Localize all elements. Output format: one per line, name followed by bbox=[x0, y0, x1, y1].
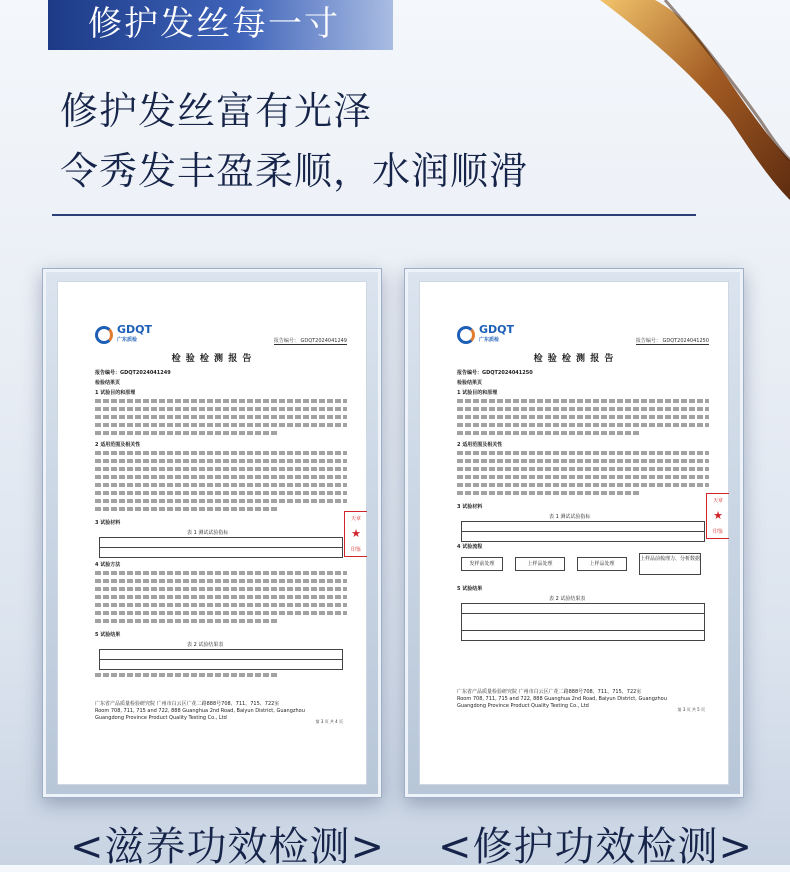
text-line bbox=[95, 499, 347, 503]
report-title: 检 验 检 测 报 告 bbox=[533, 354, 615, 364]
text-line bbox=[95, 423, 347, 427]
text-line bbox=[95, 611, 347, 615]
section-4-heading: 4 试验方法 bbox=[95, 562, 121, 568]
divider bbox=[52, 214, 696, 216]
report-number-header: 报告编号： GDQT2024041250 bbox=[635, 338, 709, 344]
text-line bbox=[95, 399, 347, 403]
table-2 bbox=[99, 649, 343, 670]
report-paper-right bbox=[419, 281, 729, 785]
banner-text: 修护发丝每一寸 bbox=[88, 4, 340, 44]
stamp-text-bottom: 印鉴 bbox=[350, 547, 361, 554]
result-page-label: 检验结果页 bbox=[95, 380, 121, 386]
page-number: 第 3 页 共 5 页 bbox=[677, 707, 705, 712]
text-line bbox=[95, 475, 347, 479]
text-line bbox=[457, 483, 709, 487]
table-2-caption: 表 2 试验结果表 bbox=[549, 596, 586, 602]
official-stamp bbox=[706, 493, 729, 539]
text-line bbox=[95, 579, 347, 583]
caption-nourishing-test: <滋养功效检测> bbox=[70, 824, 386, 870]
report-number-label: 报告编号：GDQT2024041250 bbox=[457, 370, 533, 376]
footer-line-2: Room 708, 711, 715 and 722, 888 Guanghua 2nd Road, Baiyun District, Guangzhou bbox=[95, 708, 305, 714]
gdqt-logo-icon bbox=[457, 326, 475, 344]
section-1-heading: 1 试验目的和原理 bbox=[457, 390, 498, 396]
text-line bbox=[457, 423, 709, 427]
section-5-heading: 5 试验结果 bbox=[95, 632, 121, 638]
text-line bbox=[95, 619, 277, 623]
table-2 bbox=[461, 603, 705, 641]
table-row bbox=[462, 522, 704, 532]
text-line bbox=[457, 467, 709, 471]
text-line bbox=[95, 459, 347, 463]
table-row bbox=[462, 631, 704, 640]
page-number: 第 3 页 共 4 页 bbox=[315, 719, 343, 724]
text-line bbox=[95, 587, 347, 591]
text-line bbox=[457, 459, 709, 463]
section-3-heading: 3 试验材料 bbox=[457, 504, 483, 510]
text-line bbox=[95, 571, 347, 575]
logo-subtext: 广东质检 bbox=[479, 337, 500, 343]
report-frame-right bbox=[404, 268, 744, 798]
section-5-heading: 5 试验结果 bbox=[457, 586, 483, 592]
text-line bbox=[95, 415, 347, 419]
stamp-text-bottom: 印鉴 bbox=[712, 529, 723, 536]
footer-line-3: Guangdong Province Product Quality Testing Co., Ltd bbox=[95, 715, 227, 721]
footer-line-1: 广东省产品质量检验研究院 广州市白云区广花二路888号708、711、715、722室 bbox=[457, 689, 642, 695]
table-row bbox=[462, 532, 704, 541]
text-line bbox=[457, 399, 709, 403]
top-banner bbox=[48, 0, 393, 50]
text-line bbox=[457, 451, 709, 455]
table-row bbox=[100, 538, 342, 548]
table-2-caption: 表 2 试验结果表 bbox=[187, 642, 224, 648]
text-line bbox=[95, 491, 347, 495]
stamp-text-top: 天章 bbox=[350, 515, 361, 522]
text-line bbox=[457, 415, 709, 419]
logo-subtext: 广东质检 bbox=[117, 337, 138, 343]
text-line bbox=[457, 431, 639, 435]
text-line bbox=[95, 507, 277, 511]
flow-step-3: 上样品处理 bbox=[577, 557, 627, 571]
text-line bbox=[95, 673, 277, 677]
caption-repair-test: <修护功效检测> bbox=[438, 824, 754, 870]
table-row bbox=[462, 614, 704, 631]
table-1-caption: 表 1 测试试验指标 bbox=[549, 514, 591, 520]
footer-line-3: Guangdong Province Product Quality Testing Co., Ltd bbox=[457, 703, 589, 709]
text-line bbox=[95, 603, 347, 607]
official-stamp bbox=[344, 511, 367, 557]
gdqt-logo-icon bbox=[95, 326, 113, 344]
report-frame-left bbox=[42, 268, 382, 798]
table-1 bbox=[461, 521, 705, 542]
table-row bbox=[100, 548, 342, 557]
footer-line-2: Room 708, 711, 715 and 722, 888 Guanghua 2nd Road, Baiyun District, Guangzhou bbox=[457, 696, 667, 702]
text-line bbox=[457, 491, 639, 495]
text-line bbox=[95, 431, 277, 435]
logo-text: GDQT bbox=[479, 323, 515, 336]
star-icon: ★ bbox=[713, 509, 723, 523]
table-row bbox=[100, 660, 342, 669]
text-line bbox=[95, 451, 347, 455]
stamp-text-top: 天章 bbox=[712, 497, 723, 504]
text-line bbox=[95, 407, 347, 411]
text-line bbox=[457, 407, 709, 411]
text-line bbox=[95, 467, 347, 471]
table-row bbox=[462, 604, 704, 614]
flow-step-4: 上样品前梳理力、分析数据 bbox=[639, 553, 701, 575]
gdqt-logo bbox=[457, 325, 514, 345]
footer-line-1: 广东省产品质量检验研究院 广州市白云区广花二路888号708、711、715、722室 bbox=[95, 701, 280, 707]
star-icon: ★ bbox=[351, 527, 361, 541]
section-2-heading: 2 适用范围及相关性 bbox=[95, 442, 141, 448]
section-3-heading: 3 试验材料 bbox=[95, 520, 121, 526]
section-4-heading: 4 试验流程 bbox=[457, 544, 483, 550]
table-row bbox=[100, 650, 342, 660]
comb-image bbox=[560, 0, 790, 230]
table-1-caption: 表 1 测试试验指标 bbox=[187, 530, 229, 536]
text-line bbox=[457, 475, 709, 479]
headline-line2: 令秀发丰盈柔顺，水润顺滑 bbox=[60, 149, 529, 193]
logo-text: GDQT bbox=[117, 323, 153, 336]
gdqt-logo bbox=[95, 325, 152, 345]
section-2-heading: 2 适用范围及相关性 bbox=[457, 442, 503, 448]
result-page-label: 检验结果页 bbox=[457, 380, 483, 386]
text-line bbox=[95, 483, 347, 487]
section-1-heading: 1 试验目的和原理 bbox=[95, 390, 136, 396]
report-paper-left bbox=[57, 281, 367, 785]
flow-step-2: 上样品处理 bbox=[515, 557, 565, 571]
report-number-label: 报告编号：GDQT2024041249 bbox=[95, 370, 171, 376]
headline-line1: 修护发丝富有光泽 bbox=[60, 89, 373, 133]
text-line bbox=[95, 595, 347, 599]
report-number-header: 报告编号： GDQT2024041249 bbox=[273, 338, 347, 344]
footer bbox=[457, 689, 711, 710]
table-1 bbox=[99, 537, 343, 558]
flow-step-1: 发样前处理 bbox=[461, 557, 503, 571]
report-title: 检 验 检 测 报 告 bbox=[171, 354, 253, 364]
footer bbox=[95, 701, 349, 722]
